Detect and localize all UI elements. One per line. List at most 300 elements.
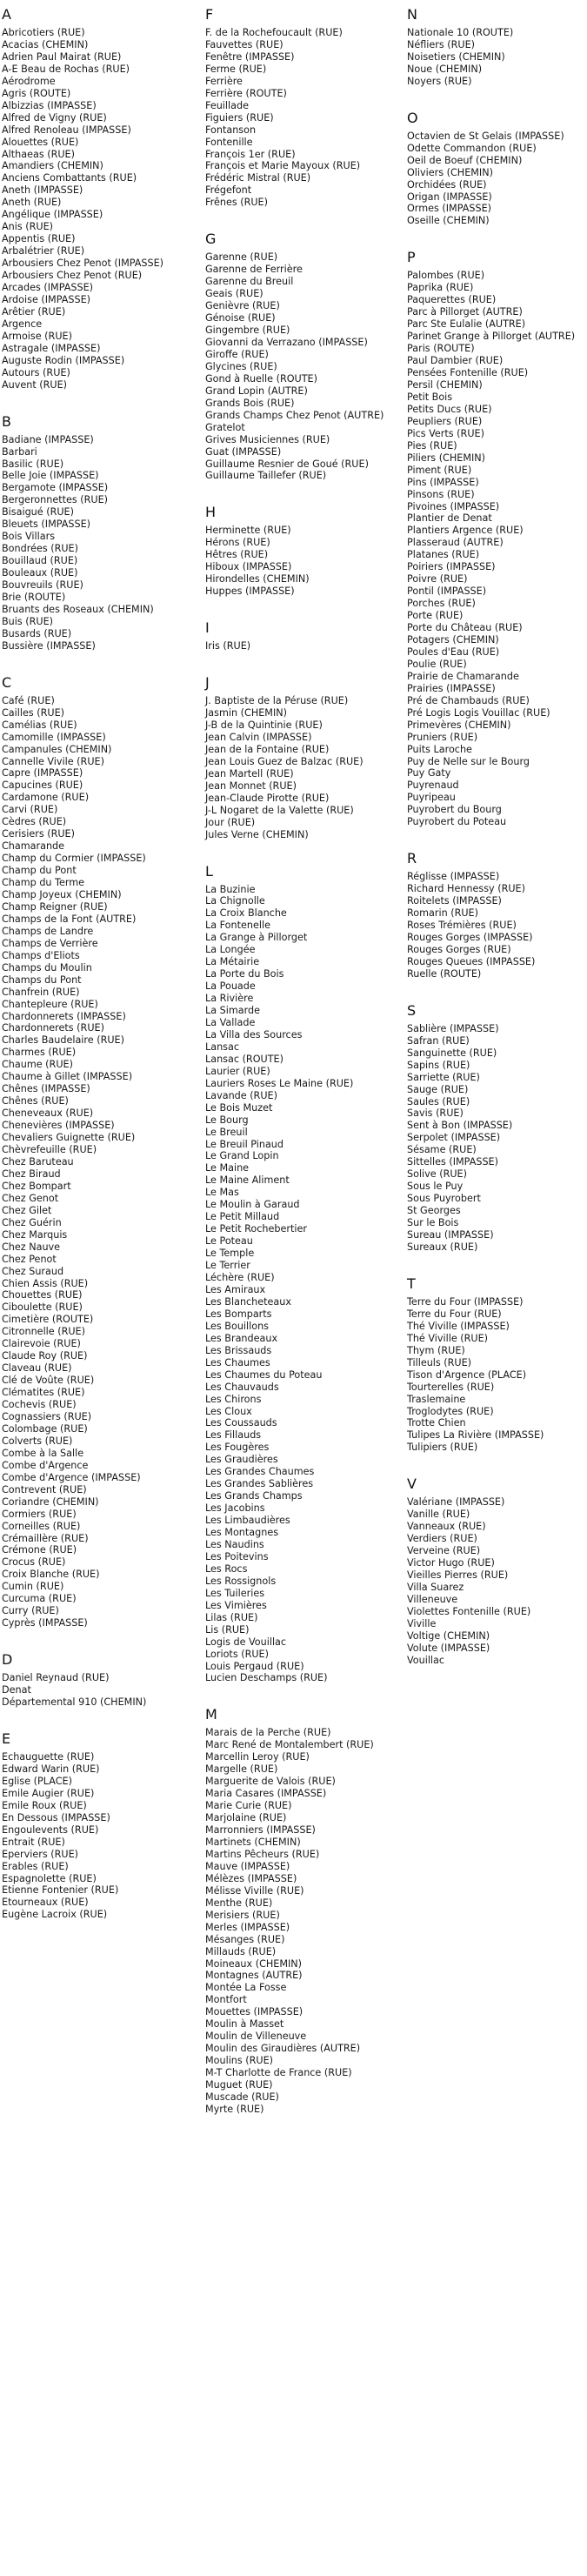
street-name-item: La Croix Blanche	[205, 907, 287, 920]
street-name-item: Le Maine Aliment	[205, 1174, 290, 1187]
street-name-item: Chardonnerets (IMPASSE)	[2, 1010, 126, 1022]
street-name-item: Thé Viville (IMPASSE)	[407, 1320, 510, 1332]
street-name-item: En Dessous (IMPASSE)	[2, 1811, 110, 1823]
street-name-item: Muscade (RUE)	[205, 2091, 279, 2104]
street-name-item: Cimetière (ROUTE)	[2, 1314, 94, 1326]
street-name-item: Savis (RUE)	[407, 1107, 464, 1120]
street-name-item: Tilleuls (RUE)	[407, 1356, 472, 1368]
street-name-item: Ardoise (IMPASSE)	[2, 293, 91, 305]
street-name-item: Paris (ROUTE)	[407, 343, 475, 355]
column-2	[205, 7, 395, 2138]
street-name-item: Crocus (RUE)	[2, 1556, 66, 1569]
street-name-item: Villa Suarez	[407, 1581, 464, 1593]
street-name-item: Buis (RUE)	[2, 615, 54, 627]
street-name-item: Rouges Queues (IMPASSE)	[407, 955, 536, 967]
street-name-item: La Grange à Pillorget	[205, 932, 308, 944]
street-name-item: Les Blancheteaux	[205, 1295, 291, 1308]
street-name-item: Frênes (RUE)	[205, 197, 268, 209]
street-name-item: Parc Ste Eulalie (AUTRE)	[407, 318, 526, 331]
street-name-item: Margelle (RUE)	[205, 1763, 278, 1776]
street-name-item: Moulin des Giraudières (AUTRE)	[205, 2043, 361, 2055]
street-name-item: Plantier de Denat	[407, 512, 492, 525]
street-name-item: Platanes (RUE)	[407, 549, 480, 561]
street-name-item: Marjolaine (RUE)	[205, 1812, 287, 1824]
street-name-item: Le Bois Muzet	[205, 1101, 273, 1114]
street-name-item: Chez Baruteau	[2, 1155, 74, 1168]
street-name-item: Pré de Chambauds (RUE)	[407, 694, 530, 706]
street-name-item: Traslemaine	[407, 1393, 466, 1405]
street-name-item: Adrien Paul Mairat (RUE)	[2, 50, 122, 63]
street-name-item: Alouettes (RUE)	[2, 136, 79, 148]
street-name-item: Coriandre (CHEMIN)	[2, 1495, 99, 1508]
street-name-item: Chaume (RUE)	[2, 1059, 73, 1071]
street-name-item: Tulipiers (RUE)	[407, 1442, 478, 1454]
street-name-item: Puy Gaty	[407, 767, 451, 779]
street-name-item: Champ du Cormier (IMPASSE)	[2, 853, 146, 865]
column-1	[2, 7, 191, 1944]
street-name-item: Champs d'Eliots	[2, 949, 80, 961]
street-name-item: Les Chaumes	[205, 1356, 270, 1368]
street-name-item: Les Vimières	[205, 1599, 267, 1611]
street-name-item: Voltige (CHEMIN)	[407, 1629, 490, 1642]
street-name-item: La Villa des Sources	[205, 1028, 303, 1040]
letter-section-b	[2, 414, 191, 652]
street-name-item: Pontil (IMPASSE)	[407, 585, 487, 598]
letter-section-d	[2, 1652, 191, 1709]
street-name-item: Cumin (RUE)	[2, 1581, 64, 1593]
street-name-item: Chanfrein (RUE)	[2, 986, 80, 998]
street-name-item: Chênes (RUE)	[2, 1095, 69, 1107]
street-name-item: Fontenille	[205, 136, 253, 148]
street-name-item: Curcuma (RUE)	[2, 1593, 77, 1605]
street-name-item: Poiriers (IMPASSE)	[407, 561, 496, 573]
street-name-item: Jean Monnet (RUE)	[205, 779, 297, 792]
street-name-item: Figuiers (RUE)	[205, 111, 274, 124]
street-name-item: Chez Penot	[2, 1253, 57, 1265]
street-name-item: La Métairie	[205, 956, 260, 968]
street-name-item: Ciboulette (RUE)	[2, 1301, 83, 1314]
street-name-item: Les Brissauds	[205, 1344, 272, 1356]
street-name-item: La Rivière	[205, 993, 254, 1005]
street-name-item: Pies (RUE)	[407, 439, 457, 452]
street-name-item: Les Rocs	[205, 1562, 248, 1575]
street-name-item: Champs de Landre	[2, 925, 94, 937]
street-name-item: Champ du Pont	[2, 865, 77, 877]
street-name-item: Althaeas (RUE)	[2, 148, 75, 160]
street-name-item: Emile Augier (RUE)	[2, 1787, 95, 1799]
street-name-item: Le Maine	[205, 1162, 250, 1174]
street-name-item: Moulin à Masset	[205, 2018, 284, 2031]
street-name-item: Porte (RUE)	[407, 610, 464, 622]
street-name-item: Frégefont	[205, 184, 252, 197]
street-name-item: Grand Lopin (AUTRE)	[205, 385, 308, 397]
street-name-item: Marronniers (IMPASSE)	[205, 1824, 316, 1837]
street-name-item: Marie Curie (RUE)	[205, 1800, 292, 1812]
street-name-item: Champs du Pont	[2, 974, 82, 986]
street-name-item: Martins Pêcheurs (RUE)	[205, 1848, 320, 1860]
street-name-item: Angélique (IMPASSE)	[2, 209, 103, 221]
street-name-item: François et Marie Mayoux (RUE)	[205, 160, 361, 172]
street-name-item: Mélisse Viville (RUE)	[205, 1884, 304, 1897]
street-name-item: Engoulevents (RUE)	[2, 1823, 99, 1836]
street-name-item: Chevaliers Guignette (RUE)	[2, 1132, 136, 1144]
street-name-item: Geais (RUE)	[205, 288, 263, 300]
street-name-item: Lucien Deschamps (RUE)	[205, 1672, 328, 1684]
street-name-item: Chamarande	[2, 840, 65, 853]
street-name-item: Le Mas	[205, 1187, 239, 1199]
section-letter-heading: C	[2, 673, 12, 691]
street-name-item: Oliviers (CHEMIN)	[407, 166, 493, 178]
street-name-item: Nationale 10 (ROUTE)	[407, 27, 514, 38]
street-name-item: Vieilles Pierres (RUE)	[407, 1569, 509, 1582]
street-name-item: Claude Roy (RUE)	[2, 1350, 88, 1362]
letter-section-a	[2, 7, 191, 391]
street-name-item: Astragale (IMPASSE)	[2, 342, 101, 354]
street-name-item: Noue (CHEMIN)	[407, 63, 483, 75]
street-name-item: Marguerite de Valois (RUE)	[205, 1776, 336, 1788]
street-name-item: Les Rossignols	[205, 1575, 277, 1587]
street-name-item: Chez Guérin	[2, 1216, 62, 1228]
street-name-item: Puits Laroche	[407, 743, 472, 755]
street-name-item: Les Brandeaux	[205, 1332, 278, 1344]
street-name-item: Eugène Lacroix (RUE)	[2, 1909, 108, 1921]
street-name-item: Huppes (IMPASSE)	[205, 585, 295, 598]
street-name-item: Poules d'Eau (RUE)	[407, 646, 500, 658]
street-name-item: Chez Nauve	[2, 1241, 61, 1253]
street-name-item: Le Bourg	[205, 1114, 249, 1126]
street-name-item: Terre du Four (IMPASSE)	[407, 1295, 524, 1308]
street-name-item: Bouvreuils (RUE)	[2, 579, 83, 592]
letter-section-c	[2, 675, 191, 1629]
street-name-item: Myrte (RUE)	[205, 2103, 264, 2115]
street-name-item: Louis Pergaud (RUE)	[205, 1660, 304, 1672]
street-name-item: Corneilles (RUE)	[2, 1520, 81, 1532]
street-name-item: Argence	[2, 318, 43, 330]
street-name-item: Montée La Fosse	[205, 1982, 287, 1994]
street-name-item: Réglisse (IMPASSE)	[407, 871, 500, 883]
street-name-item: Sauge (RUE)	[407, 1083, 469, 1095]
street-name-item: Bleuets (IMPASSE)	[2, 519, 91, 531]
street-name-item: Crémaillère (RUE)	[2, 1532, 89, 1544]
street-name-item: Sent à Bon (IMPASSE)	[407, 1120, 513, 1132]
street-name-item: Cerisiers (RUE)	[2, 828, 75, 840]
street-name-item: Café (RUE)	[2, 694, 55, 706]
street-name-item: Persil (CHEMIN)	[407, 378, 483, 391]
street-name-item: Campanules (CHEMIN)	[2, 743, 112, 755]
street-name-item: Le Poteau	[205, 1235, 253, 1248]
street-name-item: Richard Hennessy (RUE)	[407, 883, 525, 895]
street-name-item: Clé de Voûte (RUE)	[2, 1375, 95, 1387]
street-name-item: Cèdres (RUE)	[2, 816, 67, 828]
street-name-item: Sittelles (IMPASSE)	[407, 1156, 498, 1168]
street-name-item: Sarriette (RUE)	[407, 1071, 480, 1083]
street-name-item: Le Terrier	[205, 1260, 250, 1272]
street-name-item: Champ du Terme	[2, 877, 85, 889]
street-name-item: Poulie (RUE)	[407, 658, 467, 670]
street-name-item: Porches (RUE)	[407, 598, 476, 610]
street-name-item: Combe d'Argence (IMPASSE)	[2, 1471, 141, 1483]
letter-section-s	[407, 1003, 587, 1254]
street-name-item: Giroffe (RUE)	[205, 348, 269, 360]
street-name-item: Barbari	[2, 445, 37, 458]
street-name-item: Les Coussauds	[205, 1417, 277, 1429]
street-name-item: Le Petit Rochebertier	[205, 1223, 307, 1235]
street-name-item: Origan (IMPASSE)	[407, 191, 492, 203]
street-name-item: Lansac (ROUTE)	[205, 1053, 283, 1065]
street-name-item: Champs de Verrière	[2, 937, 98, 949]
section-letter-heading: L	[205, 862, 213, 880]
street-name-item: Denat	[2, 1684, 31, 1696]
street-name-item: Chênes (IMPASSE)	[2, 1083, 90, 1095]
street-name-item: Camomille (IMPASSE)	[2, 731, 106, 743]
street-name-item: Sésame (RUE)	[407, 1144, 477, 1156]
street-name-item: Mouettes (IMPASSE)	[205, 2006, 304, 2018]
section-letter-heading: J	[205, 674, 210, 692]
street-name-item: Guillaume Taillefer (RUE)	[205, 470, 327, 482]
street-name-item: Chez Marquis	[2, 1228, 68, 1241]
street-name-item: Victor Hugo (RUE)	[407, 1557, 495, 1569]
street-name-item: Logis de Vouillac	[205, 1636, 287, 1648]
street-name-item: Agris (ROUTE)	[2, 87, 71, 99]
letter-section-i	[205, 620, 395, 652]
street-name-item: Oseille (CHEMIN)	[407, 215, 490, 227]
street-name-item: Chez Genot	[2, 1192, 59, 1204]
street-name-item: Abricotiers (RUE)	[2, 27, 85, 38]
street-name-item: Garenne du Breuil	[205, 276, 294, 288]
street-name-item: Albizzias (IMPASSE)	[2, 99, 97, 111]
street-name-item: Les Chaumes du Poteau	[205, 1368, 323, 1381]
street-name-item: Glycines (RUE)	[205, 360, 277, 372]
street-name-item: Bruants des Roseaux (CHEMIN)	[2, 603, 154, 615]
column-3	[407, 7, 587, 1689]
street-name-item: Merisiers (RUE)	[205, 1909, 280, 1921]
street-name-item: Ormes (IMPASSE)	[407, 203, 492, 215]
street-name-item: Bouleaux (RUE)	[2, 567, 78, 579]
street-name-item: Prairie de Chamarande	[407, 670, 519, 682]
street-name-item: Chouettes (RUE)	[2, 1289, 83, 1301]
street-name-item: Iris (RUE)	[205, 640, 251, 652]
street-name-item: Hiboux (IMPASSE)	[205, 561, 292, 573]
street-name-item: Hérons (RUE)	[205, 537, 270, 549]
street-name-item: Verdiers (RUE)	[407, 1533, 477, 1545]
street-name-item: Aérodrome	[2, 75, 56, 87]
street-name-item: Colverts (RUE)	[2, 1435, 73, 1447]
street-name-item: Bergamote (IMPASSE)	[2, 482, 109, 494]
street-name-item: Basilic (RUE)	[2, 458, 64, 470]
letter-section-j	[205, 675, 395, 840]
street-name-item: Sablière (IMPASSE)	[407, 1022, 499, 1034]
section-letter-heading: N	[407, 6, 417, 23]
street-name-item: Solive (RUE)	[407, 1168, 467, 1181]
street-name-item: Fontanson	[205, 124, 257, 136]
street-name-item: Lauriers Roses Le Maine (RUE)	[205, 1077, 354, 1089]
street-name-item: Cannelle Vivile (RUE)	[2, 755, 104, 767]
street-name-item: Camélias (RUE)	[2, 719, 77, 731]
street-name-item: Chardonnerets (RUE)	[2, 1022, 104, 1034]
street-name-item: Sapins (RUE)	[407, 1059, 470, 1071]
street-name-item: Chèvrefeuille (RUE)	[2, 1144, 97, 1156]
street-name-item: Poivre (RUE)	[407, 573, 468, 585]
street-name-item: J. Baptiste de la Péruse (RUE)	[205, 695, 349, 707]
section-letter-heading: B	[2, 412, 11, 430]
street-name-item: Sureaux (RUE)	[407, 1241, 478, 1253]
street-name-item: Laurier (RUE)	[205, 1065, 270, 1077]
street-name-item: Sur le Bois	[407, 1217, 459, 1229]
section-letter-heading: S	[407, 1001, 417, 1019]
street-name-item: La Fontenelle	[205, 920, 270, 932]
street-name-item: Combe à la Salle	[2, 1447, 84, 1459]
street-name-item: Pinsons (RUE)	[407, 488, 475, 500]
street-name-item: Roitelets (IMPASSE)	[407, 895, 502, 907]
street-name-item: Menthe (RUE)	[205, 1897, 273, 1909]
street-name-item: Aneth (RUE)	[2, 197, 62, 209]
street-name-item: Le Breuil Pinaud	[205, 1138, 283, 1150]
street-name-item: Bouillaud (RUE)	[2, 555, 78, 567]
section-letter-heading: G	[205, 231, 217, 248]
street-name-item: Jules Verne (CHEMIN)	[205, 828, 309, 840]
section-letter-heading: A	[2, 6, 11, 23]
street-name-item: Chantepleure (RUE)	[2, 998, 98, 1010]
street-name-item: Potagers (CHEMIN)	[407, 633, 499, 646]
street-name-item: Erables (RUE)	[2, 1860, 69, 1872]
letter-section-r	[407, 851, 587, 980]
section-letter-heading: H	[205, 504, 217, 521]
street-name-item: Les Tuileries	[205, 1587, 265, 1599]
street-name-item: Fauvettes (RUE)	[205, 38, 283, 50]
street-name-item: Jour (RUE)	[205, 816, 256, 828]
street-name-item: Villeneuve	[407, 1593, 458, 1605]
street-name-item: Cognassiers (RUE)	[2, 1410, 92, 1422]
street-name-item: Eglise (PLACE)	[2, 1775, 72, 1787]
street-name-item: Daniel Reynaud (RUE)	[2, 1672, 110, 1684]
street-name-item: Guat (IMPASSE)	[205, 445, 282, 458]
street-name-item: Les Chauvauds	[205, 1381, 279, 1393]
street-name-item: Puyripeau	[407, 792, 456, 804]
letter-section-g	[205, 231, 395, 482]
street-name-item: Rouges Gorges (IMPASSE)	[407, 932, 533, 943]
street-name-item: Puyrenaud	[407, 779, 459, 792]
street-name-item: Porte du Château (RUE)	[407, 622, 523, 634]
street-name-item: Giovanni da Verrazano (IMPASSE)	[205, 336, 368, 348]
street-name-item: Volute (IMPASSE)	[407, 1642, 490, 1654]
street-name-item: Peupliers (RUE)	[407, 415, 483, 427]
street-name-item: Claveau (RUE)	[2, 1362, 72, 1375]
street-name-item: La Simarde	[205, 1005, 260, 1017]
street-name-item: Sous Puyrobert	[407, 1193, 481, 1205]
street-name-item: Clairevoie (RUE)	[2, 1338, 81, 1350]
street-name-item: Les Chirons	[205, 1393, 262, 1405]
street-name-item: Mésanges (RUE)	[205, 1933, 285, 1945]
section-letter-heading: I	[205, 619, 210, 637]
street-name-item: Montagnes (AUTRE)	[205, 1970, 303, 1982]
street-name-item: Hêtres (RUE)	[205, 549, 269, 561]
street-name-item: Garenne de Ferrière	[205, 264, 303, 276]
street-name-item: Les Grandes Sablières	[205, 1478, 314, 1490]
street-name-item: Grands Bois (RUE)	[205, 397, 295, 409]
street-name-item: Alfred Renoleau (IMPASSE)	[2, 124, 131, 136]
street-name-item: Eperviers (RUE)	[2, 1848, 79, 1860]
street-name-item: Espagnolette (RUE)	[2, 1872, 97, 1884]
street-name-item: Champ Reigner (RUE)	[2, 900, 108, 913]
street-name-item: Cochevis (RUE)	[2, 1399, 77, 1411]
street-name-item: Alfred de Vigny (RUE)	[2, 111, 107, 124]
street-name-item: Lavande (RUE)	[205, 1089, 277, 1101]
street-name-item: Herminette (RUE)	[205, 525, 291, 537]
street-name-item: Puy de Nelle sur le Bourg	[407, 755, 530, 767]
street-name-item: Tourterelles (RUE)	[407, 1381, 495, 1393]
street-name-item: Le Petit Millaud	[205, 1211, 280, 1223]
street-name-item: La Pouade	[205, 980, 256, 993]
street-name-item: Arcades (IMPASSE)	[2, 282, 94, 294]
street-name-item: Thé Viville (RUE)	[407, 1332, 489, 1344]
street-name-item: Palombes (RUE)	[407, 270, 485, 282]
street-name-item: Les Poitevins	[205, 1550, 269, 1562]
section-letter-heading: T	[407, 1275, 416, 1292]
street-name-item: Emile Roux (RUE)	[2, 1799, 87, 1811]
street-name-item: Champ Joyeux (CHEMIN)	[2, 889, 122, 900]
street-name-item: Merles (IMPASSE)	[205, 1921, 290, 1933]
letter-section-n	[407, 7, 587, 88]
section-letter-heading: E	[2, 1730, 11, 1747]
street-name-item: La Chignolle	[205, 895, 265, 907]
street-name-item: Guillaume Resnier de Goué (RUE)	[205, 458, 369, 470]
street-name-item: Garenne (RUE)	[205, 251, 278, 264]
street-name-item: Bois Villars	[2, 531, 56, 543]
street-name-item: Sanguinette (RUE)	[407, 1047, 497, 1059]
street-name-item: Sureau (IMPASSE)	[407, 1229, 494, 1241]
street-name-item: Le Grand Lopin	[205, 1150, 279, 1162]
street-name-item: Mauve (IMPASSE)	[205, 1860, 290, 1872]
street-name-item: Les Grands Champs	[205, 1490, 303, 1502]
street-name-item: Badiane (IMPASSE)	[2, 433, 94, 445]
street-name-item: Chez Bompart	[2, 1180, 71, 1192]
street-name-item: Pins (IMPASSE)	[407, 476, 479, 488]
street-name-item: Chez Suraud	[2, 1265, 64, 1277]
street-name-item: Puyrobert du Bourg	[407, 804, 502, 816]
street-name-item: Odette Commandon (RUE)	[407, 142, 537, 154]
street-name-item: La Buzinie	[205, 883, 256, 895]
street-name-item: Jean Martell (RUE)	[205, 767, 294, 779]
street-name-item: Chien Assis (RUE)	[2, 1277, 89, 1289]
street-name-item: Les Fougères	[205, 1442, 270, 1454]
street-name-item: Les Cloux	[205, 1405, 252, 1417]
street-name-item: Noyers (RUE)	[407, 75, 472, 87]
street-name-item: Clématites (RUE)	[2, 1387, 85, 1399]
street-name-item: Entrait (RUE)	[2, 1836, 65, 1848]
street-name-item: Terre du Four (RUE)	[407, 1308, 502, 1320]
street-name-item: Chenevières (IMPASSE)	[2, 1120, 115, 1132]
street-name-item: Bondrées (RUE)	[2, 543, 78, 555]
street-name-item: Romarin (RUE)	[407, 907, 478, 920]
street-name-item: Trotte Chien	[407, 1417, 466, 1429]
street-name-item: Primevères (CHEMIN)	[407, 719, 511, 731]
street-name-item: Moineaux (CHEMIN)	[205, 1957, 303, 1970]
street-name-item: Néfliers (RUE)	[407, 38, 476, 50]
street-name-item: Ferrière (ROUTE)	[205, 87, 287, 99]
street-name-item: Les Jacobins	[205, 1502, 265, 1515]
street-name-item: Charmes (RUE)	[2, 1047, 77, 1059]
street-name-item: St Georges	[407, 1205, 461, 1217]
street-name-item: Serpolet (IMPASSE)	[407, 1132, 501, 1144]
street-name-item: Cormiers (RUE)	[2, 1508, 77, 1520]
street-name-item: Bisaigué (RUE)	[2, 506, 74, 519]
street-name-item: Lilas (RUE)	[205, 1611, 258, 1623]
street-name-item: François 1er (RUE)	[205, 148, 296, 160]
street-name-item: Jean Louis Guez de Balzac (RUE)	[205, 755, 364, 767]
street-name-item: Les Grandes Chaumes	[205, 1466, 315, 1478]
street-name-item: Tulipes La Rivière (IMPASSE)	[407, 1429, 544, 1442]
street-name-item: Cailles (RUE)	[2, 706, 65, 719]
